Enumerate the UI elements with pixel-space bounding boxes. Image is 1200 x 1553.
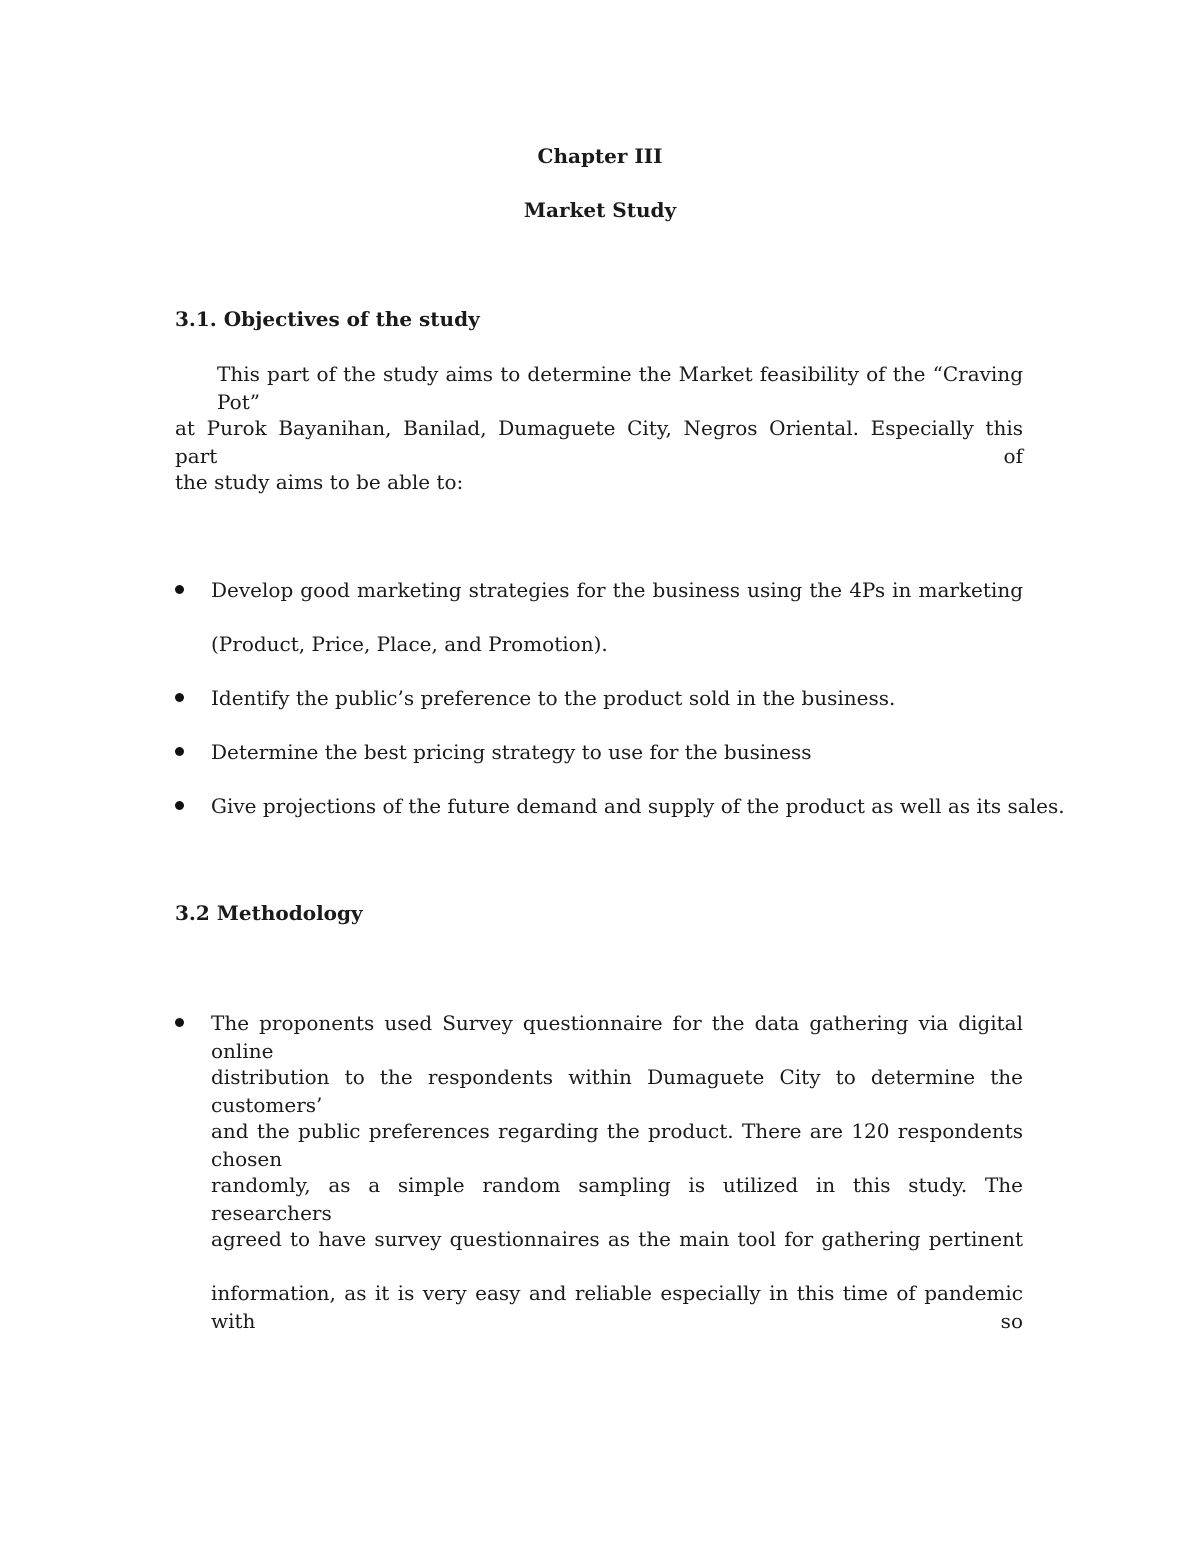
chapter-title: Market Study: [523, 198, 677, 222]
section-heading-methodology: 3.2 Methodology: [175, 901, 363, 925]
bullet-item-text: information, as it is very easy and reliable especially in this time of pandemic with so: [211, 1281, 1023, 1333]
bullet-item-text: agreed to have survey questionnaires as the main tool for gathering pertinent: [211, 1227, 1023, 1251]
bullet-item-text: Identify the public’s preference to the product sold in the business.: [211, 686, 896, 710]
section-heading-objectives: 3.1. Objectives of the study: [175, 307, 480, 331]
bullet-item-text: randomly, as a simple random sampling is utilized in this study. The researchers: [211, 1173, 1023, 1225]
bullet-icon: [175, 1018, 184, 1027]
bullet-item-text: (Product, Price, Place, and Promotion).: [211, 632, 608, 656]
bullet-item-text: distribution to the respondents within Dumaguete City to determine the customers’: [211, 1065, 1023, 1117]
paragraph-line: This part of the study aims to determine the Market feasibility of the “Craving Pot”: [217, 362, 1023, 414]
bullet-icon: [175, 693, 184, 702]
bullet-icon: [175, 801, 184, 810]
chapter-number: Chapter III: [537, 144, 663, 168]
bullet-item-text: Determine the best pricing strategy to use for the business: [211, 740, 812, 764]
bullet-item-text: and the public preferences regarding the product. There are 120 respondents chosen: [211, 1119, 1023, 1171]
bullet-item-text: Develop good marketing strategies for the business using the 4Ps in marketing: [211, 578, 1023, 602]
bullet-item-text: Give projections of the future demand and supply of the product as well as its sales.: [211, 794, 1065, 818]
bullet-icon: [175, 585, 184, 594]
bullet-item-text: The proponents used Survey questionnaire for the data gathering via digital online: [211, 1011, 1023, 1063]
paragraph-line: at Purok Bayanihan, Banilad, Dumaguete City, Negros Oriental. Especially this part of: [175, 416, 1023, 468]
bullet-icon: [175, 747, 184, 756]
paragraph-line: the study aims to be able to:: [175, 470, 464, 494]
